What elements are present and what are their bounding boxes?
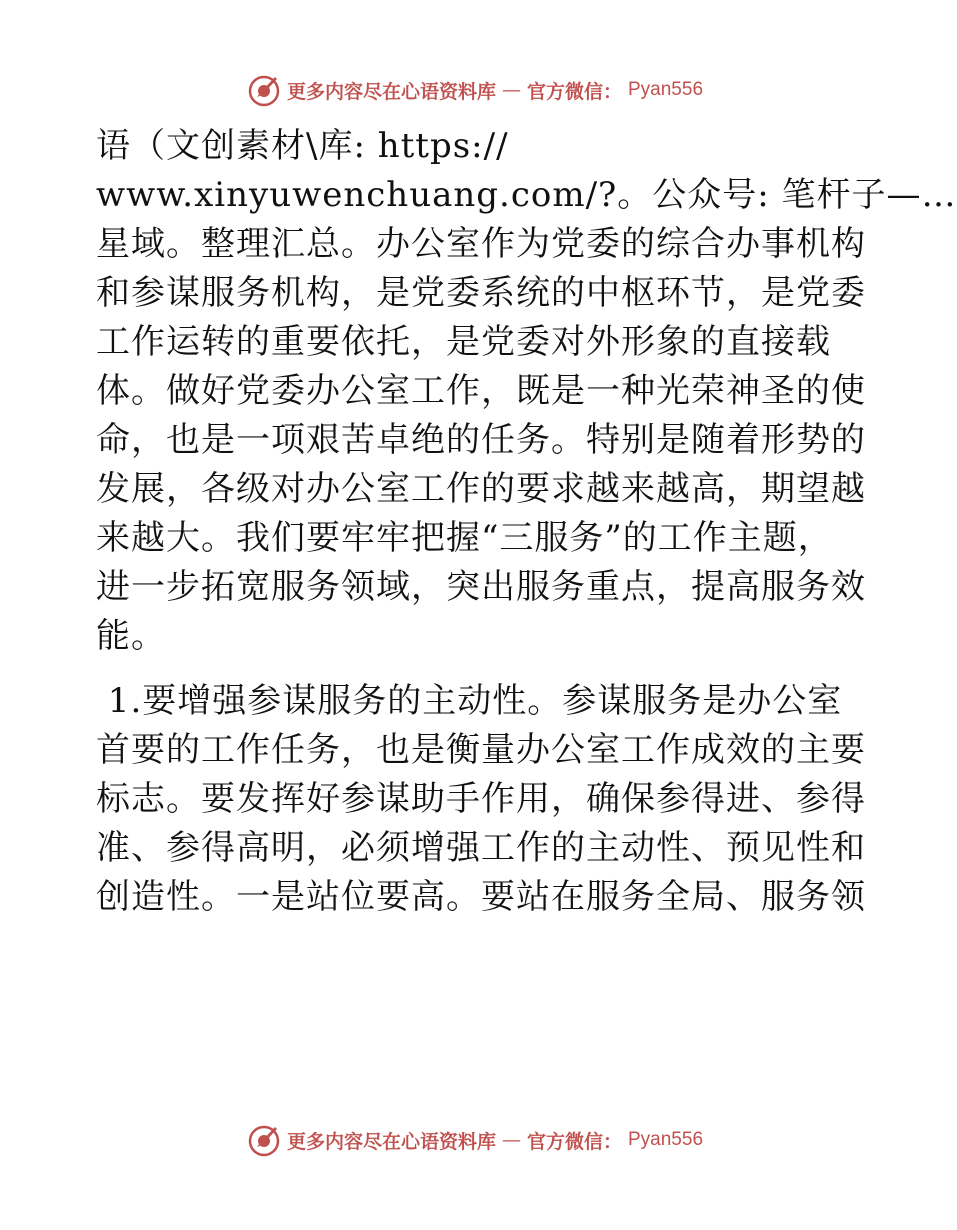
- banner-separator: —: [501, 1129, 521, 1151]
- text-line: 体。做好党委办公室工作，既是一种光荣神圣的使: [96, 371, 866, 411]
- banner-promo-text: 更多内容尽在心语资料库: [286, 80, 496, 103]
- banner-promo-text: 更多内容尽在心语资料库: [286, 1130, 496, 1153]
- text-line: 语（文创素材\库: https://: [96, 126, 509, 166]
- banner-wechat-id: Pyan556: [628, 1129, 704, 1150]
- text-line: 准、参得高明，必须增强工作的主动性、预见性和: [96, 828, 866, 868]
- text-line: 创造性。一是站位要高。要站在服务全局、服务领: [96, 877, 866, 917]
- header-banner: [0, 70, 950, 110]
- text-line: 星域。整理汇总。办公室作为党委的综合办事机构: [96, 224, 866, 264]
- banner-separator: —: [501, 79, 521, 101]
- footer-banner: [0, 1120, 950, 1160]
- quill-logo-icon: [247, 1123, 281, 1157]
- banner-official-label: 官方微信：: [526, 1130, 622, 1153]
- paragraph-intro: [96, 122, 957, 661]
- banner-official-label: 官方微信：: [526, 80, 622, 103]
- text-line: 命，也是一项艰苦卓绝的任务。特别是随着形势的: [96, 420, 866, 460]
- text-line: 标志。要发挥好参谋助手作用，确保参得进、参得: [96, 779, 866, 819]
- text-line: 和参谋服务机构，是党委系统的中枢环节，是党委: [96, 273, 866, 313]
- text-line: 能。: [96, 616, 166, 656]
- text-line: 1.要增强参谋服务的主动性。参谋服务是办公室: [96, 681, 843, 721]
- quill-logo-icon: [247, 73, 281, 107]
- text-line: 工作运转的重要依托，是党委对外形象的直接载: [96, 322, 831, 362]
- banner-wechat-id: Pyan556: [628, 79, 704, 100]
- paragraph-point-1: [96, 677, 866, 922]
- document-body: [96, 122, 957, 922]
- text-line: 来越大。我们要牢牢把握“三服务”的工作主题，: [96, 518, 833, 558]
- text-line: 发展，各级对办公室工作的要求越来越高，期望越: [96, 469, 866, 509]
- text-line: 进一步拓宽服务领域，突出服务重点，提高服务效: [96, 567, 866, 607]
- text-line: 首要的工作任务，也是衡量办公室工作成效的主要: [96, 730, 866, 770]
- text-line: www.xinyuwenchuang.com/?。公众号: 笔杆子—…: [96, 175, 957, 215]
- paragraph-gap: [96, 661, 848, 677]
